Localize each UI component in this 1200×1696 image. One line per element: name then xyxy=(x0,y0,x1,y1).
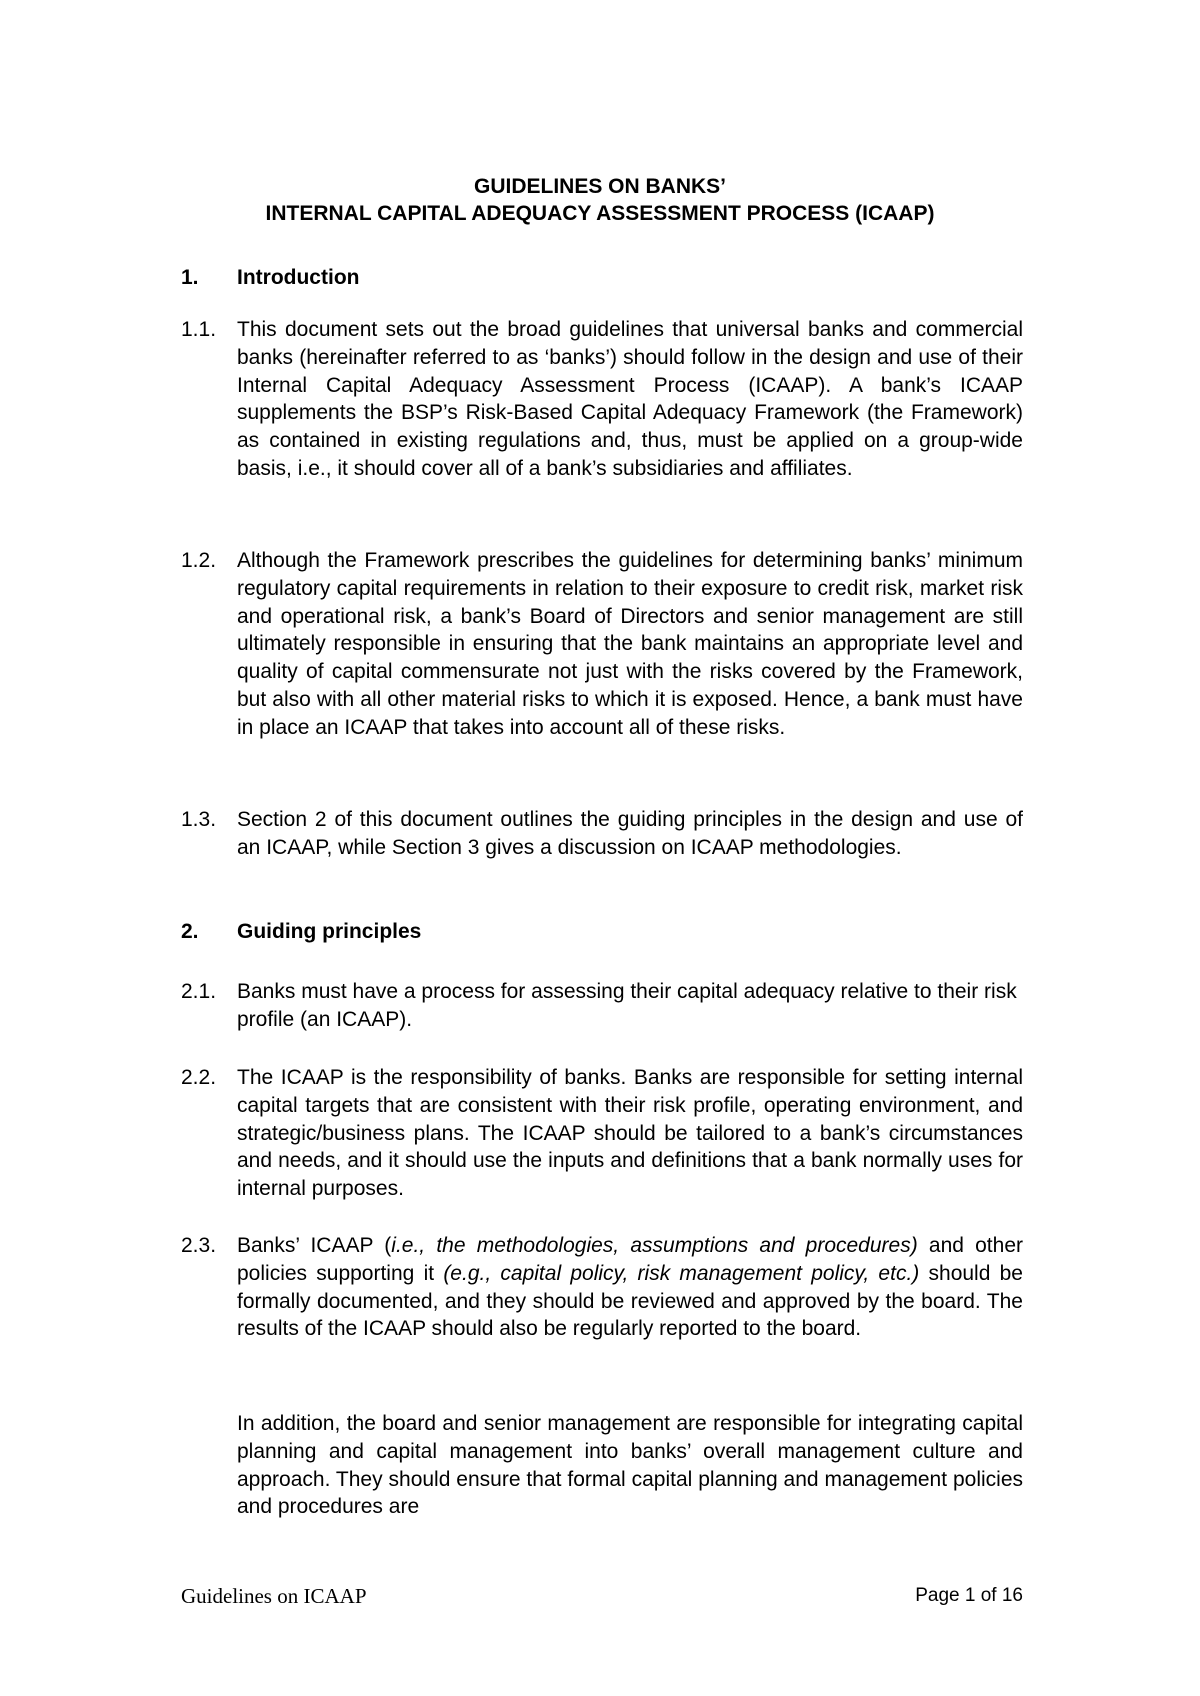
paragraph-1-1-number: 1.1. xyxy=(181,318,217,341)
paragraph-2-3-text-a: Banks’ ICAAP ( xyxy=(237,1234,392,1257)
paragraph-2-2-text: The ICAAP is the responsibility of banks. Banks are responsible for setting internal capital targets that are consistent with their risk profile, operating environment, and strategic/business plans. The ICAAP should be tailored to a bank’s circumstances and needs, and it should use the inputs and definitions that a bank normally uses for internal purposes. xyxy=(237,1066,1023,1201)
paragraph-2-2-number: 2.2. xyxy=(181,1066,217,1089)
paragraph-2-1-text: Banks must have a process for assessing their capital adequacy relative to their risk profile (an ICAAP). xyxy=(237,980,1017,1031)
paragraph-2-2 xyxy=(181,1064,1023,1203)
paragraph-1-2-text: Although the Framework prescribes the guidelines for determining banks’ minimum regulatory capital requirements in relation to their exposure to credit risk, market risk and operational risk, a bank’s Board of Directors and senior management are still ultimately responsible in ensuring that the bank maintains an appropriate level and quality of capital commensurate not just with the risks covered by the Framework, but also with all other material risks to which it is exposed. Hence, a bank must have in place an ICAAP that takes into account all of these risks. xyxy=(237,549,1023,739)
footer-page-number: Page 1 of 16 xyxy=(915,1585,1023,1606)
section-1-heading xyxy=(181,264,359,291)
paragraph-2-3-text-c: should be formally documented, and they should be reviewed and approved by the board. The results of the ICAAP should also be regularly reported to the board. xyxy=(237,1261,1023,1341)
paragraph-1-1 xyxy=(181,316,1023,483)
title-line-2: INTERNAL CAPITAL ADEQUACY ASSESSMENT PROCESS (ICAAP) xyxy=(265,202,935,225)
paragraph-1-3-text: Section 2 of this document outlines the guiding principles in the design and use of an ICAAP, while Section 3 gives a discussion on ICAAP methodologies. xyxy=(237,808,1023,859)
paragraph-2-3-italic-b: (e.g., capital policy, risk management policy, etc.) xyxy=(443,1261,920,1285)
paragraph-1-3-number: 1.3. xyxy=(181,808,217,831)
paragraph-2-1-number: 2.1. xyxy=(181,980,217,1003)
paragraph-2-1 xyxy=(181,978,1023,1034)
paragraph-1-2 xyxy=(181,547,1023,742)
footer-document-name: Guidelines on ICAAP xyxy=(181,1584,367,1608)
paragraph-2-3 xyxy=(181,1232,1023,1343)
section-2-title: Guiding principles xyxy=(237,920,422,943)
paragraph-1-2-number: 1.2. xyxy=(181,549,217,572)
paragraph-2-3-text xyxy=(237,1232,1023,1343)
paragraph-1-1-text: This document sets out the broad guidelines that universal banks and commercial banks (hereinafter referred to as ‘banks’) should follow in the design and use of their Internal Capital Adequacy Assessment Process (ICAAP). A bank’s ICAAP supplements the BSP’s Risk-Based Capital Adequacy Framework (the Framework) as contained in existing regulations and, thus, must be applied on a group-wide basis, i.e., it should cover all of a bank’s subsidiaries and affiliates. xyxy=(237,318,1023,480)
paragraph-2-3-number: 2.3. xyxy=(181,1234,217,1257)
section-1-number: 1. xyxy=(181,266,199,289)
section-2-number: 2. xyxy=(181,920,199,943)
paragraph-2-3-continuation: In addition, the board and senior management are responsible for integrating capital planning and capital management into banks’ overall management culture and approach. They should ensure that formal capital planning and management policies and procedures are xyxy=(237,1412,1023,1519)
title-line-1: GUIDELINES ON BANKS’ xyxy=(473,175,727,198)
paragraph-2-3-italic-a: i.e., the methodologies, assumptions and procedures) xyxy=(391,1234,918,1257)
section-2-heading xyxy=(181,918,421,945)
paragraph-1-3 xyxy=(181,806,1023,862)
paragraph-2-3-text-b: and other policies supporting it xyxy=(237,1234,1023,1285)
document-title xyxy=(0,173,1200,227)
section-1-title: Introduction xyxy=(237,266,360,289)
